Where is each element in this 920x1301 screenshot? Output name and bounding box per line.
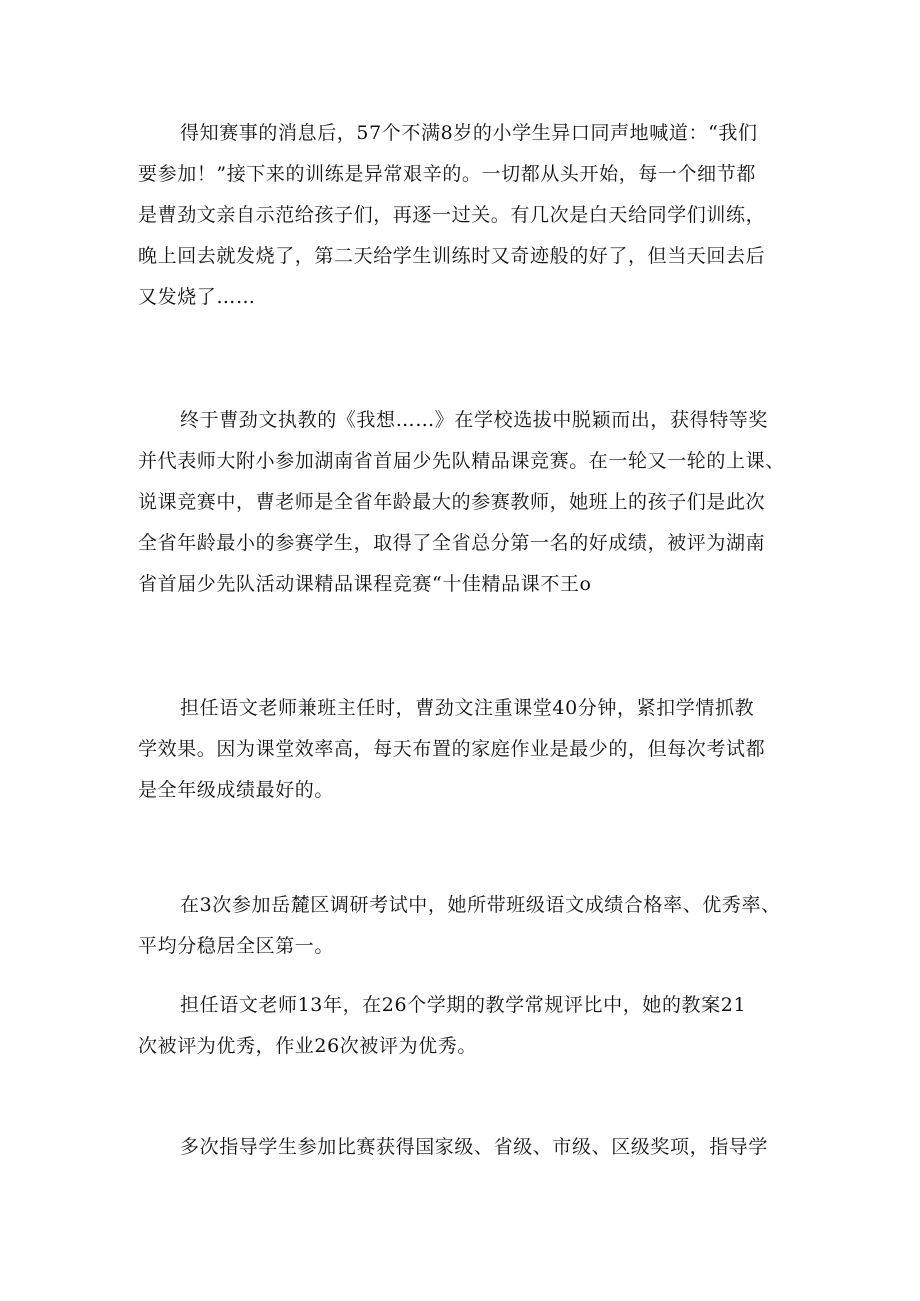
- text-line: 得知赛事的消息后，57个不满8岁的小学生异口同声地喊道：“我们: [180, 122, 758, 144]
- text-line: 终于曹劲文执教的《我想……》在学校选拔中脱颖而出，获得特等奖: [180, 409, 769, 431]
- text-line: 要参加！”接下来的训练是异常艰辛的。一切都从头开始，每一个细节都: [138, 163, 756, 185]
- text-line: 多次指导学生参加比赛获得国家级、省级、市级、区级奖项，指导学: [180, 1136, 769, 1158]
- text-line: 平均分稳居全区第一。: [138, 935, 335, 957]
- text-line: 次被评为优秀，作业26次被评为优秀。: [138, 1035, 477, 1057]
- paragraph-exam-results: [138, 885, 798, 967]
- text-line: 担任语文老师13年，在26个学期的教学常规评比中，她的教案21: [180, 994, 747, 1016]
- text-line: 晚上回去就发烧了，第二天给学生训练时又奇迹般的好了，但当天回去后: [138, 245, 766, 267]
- text-line: 省首届少先队活动课精品课程竞赛“十佳精品课不王o: [138, 573, 592, 595]
- text-line: 说课竞赛中，曹老师是全省年龄最大的参赛教师，她班上的孩子们是此次: [138, 491, 766, 513]
- text-line: 全省年龄最小的参赛学生，取得了全省总分第一名的好成绩，被评为湖南: [138, 532, 766, 554]
- text-line: 担任语文老师兼班主任时，曹劲文注重课堂40分钟，紧扣学情抓教: [180, 697, 755, 719]
- paragraph-student-guidance: [138, 1127, 798, 1168]
- text-line: 是曹劲文亲自示范给孩子们，再逐一过关。有几次是白天给同学们训练，: [138, 204, 766, 226]
- text-line: 并代表师大附小参加湖南省首届少先队精品课竞赛。在一轮又一轮的上课、: [138, 450, 785, 472]
- text-line: 在3次参加岳麓区调研考试中，她所带班级语文成绩合格率、优秀率、: [180, 894, 781, 916]
- paragraph-award-result: [138, 400, 798, 605]
- text-line: 是全年级成绩最好的。: [138, 779, 335, 801]
- paragraph-classroom-efficiency: [138, 688, 798, 811]
- paragraph-competition-news: [138, 113, 798, 318]
- text-line: 学效果。因为课堂效率高，每天布置的家庭作业是最少的，但每次考试都: [138, 738, 766, 760]
- paragraph-teaching-review: [138, 985, 798, 1067]
- text-line: 又发烧了……: [138, 286, 256, 308]
